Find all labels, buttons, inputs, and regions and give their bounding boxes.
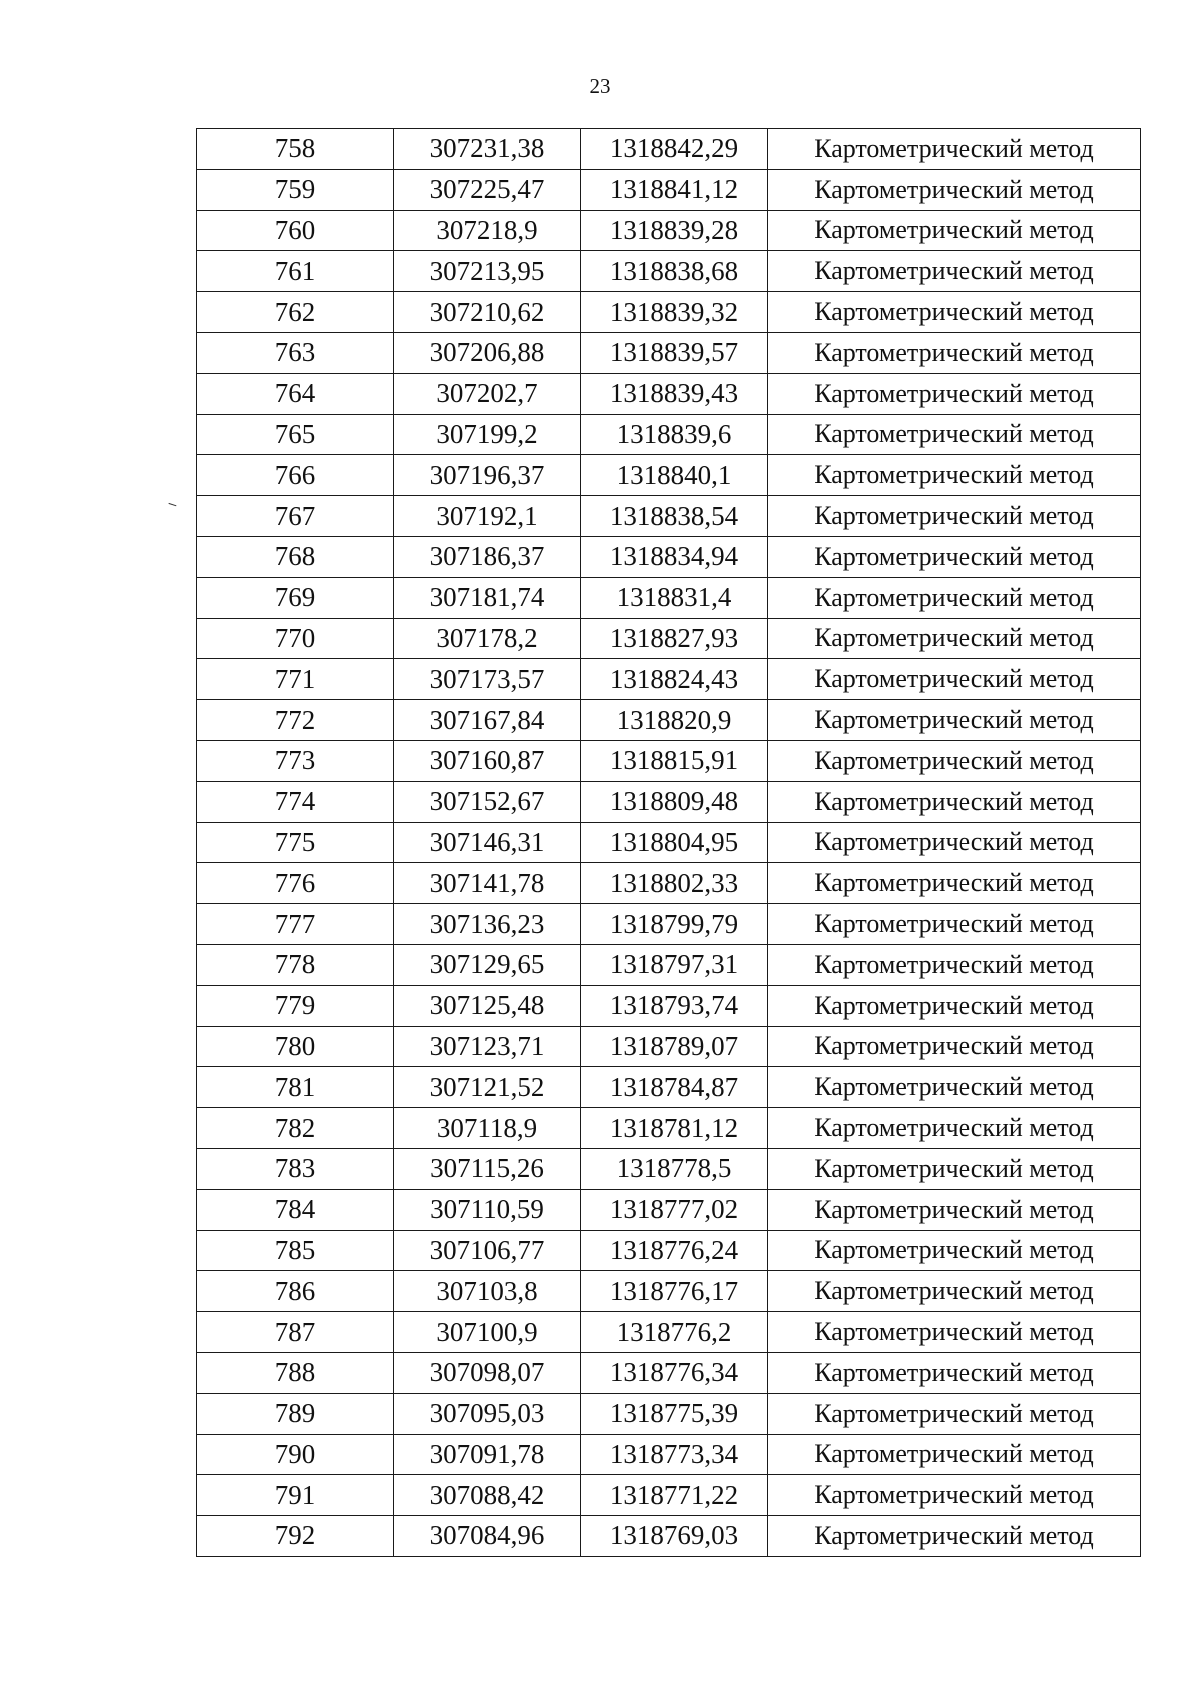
table-row <box>197 659 1141 700</box>
x-coordinate-cell: 307196,37 <box>394 455 581 496</box>
y-coordinate-cell: 1318839,6 <box>581 414 768 455</box>
method-cell: Картометрический метод <box>768 822 1141 863</box>
point-number-cell: 791 <box>197 1475 394 1516</box>
x-coordinate-cell: 307213,95 <box>394 251 581 292</box>
method-cell: Картометрический метод <box>768 700 1141 741</box>
point-number-cell: 777 <box>197 904 394 945</box>
table-row <box>197 1271 1141 1312</box>
point-number-cell: 785 <box>197 1230 394 1271</box>
method-cell: Картометрический метод <box>768 618 1141 659</box>
table-row <box>197 618 1141 659</box>
table-row <box>197 700 1141 741</box>
method-cell: Картометрический метод <box>768 1067 1141 1108</box>
method-cell: Картометрический метод <box>768 455 1141 496</box>
method-cell: Картометрический метод <box>768 659 1141 700</box>
table-row <box>197 1475 1141 1516</box>
x-coordinate-cell: 307121,52 <box>394 1067 581 1108</box>
point-number-cell: 771 <box>197 659 394 700</box>
point-number-cell: 770 <box>197 618 394 659</box>
table-row <box>197 1312 1141 1353</box>
x-coordinate-cell: 307178,2 <box>394 618 581 659</box>
y-coordinate-cell: 1318838,54 <box>581 496 768 537</box>
x-coordinate-cell: 307136,23 <box>394 904 581 945</box>
method-cell: Картометрический метод <box>768 373 1141 414</box>
point-number-cell: 773 <box>197 740 394 781</box>
x-coordinate-cell: 307218,9 <box>394 210 581 251</box>
y-coordinate-cell: 1318831,4 <box>581 577 768 618</box>
x-coordinate-cell: 307091,78 <box>394 1434 581 1475</box>
point-number-cell: 767 <box>197 496 394 537</box>
point-number-cell: 782 <box>197 1108 394 1149</box>
x-coordinate-cell: 307199,2 <box>394 414 581 455</box>
y-coordinate-cell: 1318834,94 <box>581 536 768 577</box>
y-coordinate-cell: 1318802,33 <box>581 863 768 904</box>
method-cell: Картометрический метод <box>768 414 1141 455</box>
x-coordinate-cell: 307103,8 <box>394 1271 581 1312</box>
point-number-cell: 781 <box>197 1067 394 1108</box>
table-row <box>197 373 1141 414</box>
point-number-cell: 788 <box>197 1352 394 1393</box>
table-row <box>197 1148 1141 1189</box>
method-cell: Картометрический метод <box>768 292 1141 333</box>
method-cell: Картометрический метод <box>768 1516 1141 1557</box>
table-row <box>197 210 1141 251</box>
point-number-cell: 761 <box>197 251 394 292</box>
method-cell: Картометрический метод <box>768 1271 1141 1312</box>
method-cell: Картометрический метод <box>768 210 1141 251</box>
method-cell: Картометрический метод <box>768 1230 1141 1271</box>
table-row <box>197 332 1141 373</box>
method-cell: Картометрический метод <box>768 1312 1141 1353</box>
table-row <box>197 1434 1141 1475</box>
y-coordinate-cell: 1318840,1 <box>581 455 768 496</box>
table-row <box>197 740 1141 781</box>
coordinates-table <box>196 128 1141 1557</box>
x-coordinate-cell: 307115,26 <box>394 1148 581 1189</box>
x-coordinate-cell: 307098,07 <box>394 1352 581 1393</box>
method-cell: Картометрический метод <box>768 1393 1141 1434</box>
y-coordinate-cell: 1318797,31 <box>581 944 768 985</box>
y-coordinate-cell: 1318769,03 <box>581 1516 768 1557</box>
point-number-cell: 758 <box>197 129 394 170</box>
y-coordinate-cell: 1318776,2 <box>581 1312 768 1353</box>
table-row <box>197 577 1141 618</box>
x-coordinate-cell: 307084,96 <box>394 1516 581 1557</box>
table-row <box>197 863 1141 904</box>
x-coordinate-cell: 307100,9 <box>394 1312 581 1353</box>
y-coordinate-cell: 1318842,29 <box>581 129 768 170</box>
x-coordinate-cell: 307160,87 <box>394 740 581 781</box>
table-row <box>197 944 1141 985</box>
x-coordinate-cell: 307225,47 <box>394 169 581 210</box>
y-coordinate-cell: 1318793,74 <box>581 985 768 1026</box>
point-number-cell: 769 <box>197 577 394 618</box>
y-coordinate-cell: 1318771,22 <box>581 1475 768 1516</box>
y-coordinate-cell: 1318799,79 <box>581 904 768 945</box>
coordinates-table-body <box>197 129 1141 1557</box>
y-coordinate-cell: 1318839,28 <box>581 210 768 251</box>
method-cell: Картометрический метод <box>768 985 1141 1026</box>
x-coordinate-cell: 307146,31 <box>394 822 581 863</box>
method-cell: Картометрический метод <box>768 904 1141 945</box>
point-number-cell: 775 <box>197 822 394 863</box>
y-coordinate-cell: 1318784,87 <box>581 1067 768 1108</box>
table-row <box>197 1189 1141 1230</box>
table-row <box>197 822 1141 863</box>
y-coordinate-cell: 1318827,93 <box>581 618 768 659</box>
x-coordinate-cell: 307125,48 <box>394 985 581 1026</box>
table-row <box>197 1393 1141 1434</box>
point-number-cell: 772 <box>197 700 394 741</box>
y-coordinate-cell: 1318838,68 <box>581 251 768 292</box>
x-coordinate-cell: 307141,78 <box>394 863 581 904</box>
method-cell: Картометрический метод <box>768 1148 1141 1189</box>
point-number-cell: 764 <box>197 373 394 414</box>
point-number-cell: 762 <box>197 292 394 333</box>
point-number-cell: 760 <box>197 210 394 251</box>
y-coordinate-cell: 1318776,17 <box>581 1271 768 1312</box>
point-number-cell: 776 <box>197 863 394 904</box>
y-coordinate-cell: 1318839,43 <box>581 373 768 414</box>
point-number-cell: 778 <box>197 944 394 985</box>
x-coordinate-cell: 307192,1 <box>394 496 581 537</box>
point-number-cell: 792 <box>197 1516 394 1557</box>
x-coordinate-cell: 307095,03 <box>394 1393 581 1434</box>
method-cell: Картометрический метод <box>768 740 1141 781</box>
table-row <box>197 1067 1141 1108</box>
method-cell: Картометрический метод <box>768 1108 1141 1149</box>
method-cell: Картометрический метод <box>768 577 1141 618</box>
x-coordinate-cell: 307181,74 <box>394 577 581 618</box>
point-number-cell: 774 <box>197 781 394 822</box>
method-cell: Картометрический метод <box>768 863 1141 904</box>
y-coordinate-cell: 1318777,02 <box>581 1189 768 1230</box>
x-coordinate-cell: 307202,7 <box>394 373 581 414</box>
point-number-cell: 786 <box>197 1271 394 1312</box>
table-row <box>197 251 1141 292</box>
method-cell: Картометрический метод <box>768 536 1141 577</box>
table-row <box>197 1108 1141 1149</box>
table-row <box>197 129 1141 170</box>
point-number-cell: 763 <box>197 332 394 373</box>
method-cell: Картометрический метод <box>768 1475 1141 1516</box>
method-cell: Картометрический метод <box>768 944 1141 985</box>
x-coordinate-cell: 307231,38 <box>394 129 581 170</box>
y-coordinate-cell: 1318775,39 <box>581 1393 768 1434</box>
table-row <box>197 1516 1141 1557</box>
point-number-cell: 783 <box>197 1148 394 1189</box>
table-row <box>197 414 1141 455</box>
table-row <box>197 1352 1141 1393</box>
y-coordinate-cell: 1318839,57 <box>581 332 768 373</box>
method-cell: Картометрический метод <box>768 496 1141 537</box>
point-number-cell: 765 <box>197 414 394 455</box>
table-row <box>197 781 1141 822</box>
table-row <box>197 985 1141 1026</box>
table-row <box>197 292 1141 333</box>
point-number-cell: 790 <box>197 1434 394 1475</box>
y-coordinate-cell: 1318778,5 <box>581 1148 768 1189</box>
x-coordinate-cell: 307129,65 <box>394 944 581 985</box>
y-coordinate-cell: 1318789,07 <box>581 1026 768 1067</box>
point-number-cell: 759 <box>197 169 394 210</box>
y-coordinate-cell: 1318820,9 <box>581 700 768 741</box>
method-cell: Картометрический метод <box>768 781 1141 822</box>
x-coordinate-cell: 307152,67 <box>394 781 581 822</box>
method-cell: Картометрический метод <box>768 1026 1141 1067</box>
table-row <box>197 1026 1141 1067</box>
x-coordinate-cell: 307110,59 <box>394 1189 581 1230</box>
table-row <box>197 169 1141 210</box>
x-coordinate-cell: 307206,88 <box>394 332 581 373</box>
y-coordinate-cell: 1318809,48 <box>581 781 768 822</box>
point-number-cell: 789 <box>197 1393 394 1434</box>
y-coordinate-cell: 1318839,32 <box>581 292 768 333</box>
method-cell: Картометрический метод <box>768 332 1141 373</box>
x-coordinate-cell: 307123,71 <box>394 1026 581 1067</box>
point-number-cell: 780 <box>197 1026 394 1067</box>
method-cell: Картометрический метод <box>768 251 1141 292</box>
scan-mark <box>168 503 177 509</box>
method-cell: Картометрический метод <box>768 1189 1141 1230</box>
point-number-cell: 779 <box>197 985 394 1026</box>
y-coordinate-cell: 1318773,34 <box>581 1434 768 1475</box>
x-coordinate-cell: 307167,84 <box>394 700 581 741</box>
page-number: 23 <box>589 74 611 98</box>
y-coordinate-cell: 1318824,43 <box>581 659 768 700</box>
table-row <box>197 496 1141 537</box>
x-coordinate-cell: 307173,57 <box>394 659 581 700</box>
y-coordinate-cell: 1318841,12 <box>581 169 768 210</box>
point-number-cell: 766 <box>197 455 394 496</box>
point-number-cell: 787 <box>197 1312 394 1353</box>
x-coordinate-cell: 307210,62 <box>394 292 581 333</box>
x-coordinate-cell: 307088,42 <box>394 1475 581 1516</box>
table-row <box>197 536 1141 577</box>
table-row <box>197 1230 1141 1271</box>
method-cell: Картометрический метод <box>768 1352 1141 1393</box>
x-coordinate-cell: 307186,37 <box>394 536 581 577</box>
point-number-cell: 768 <box>197 536 394 577</box>
table-row <box>197 455 1141 496</box>
method-cell: Картометрический метод <box>768 169 1141 210</box>
y-coordinate-cell: 1318776,24 <box>581 1230 768 1271</box>
y-coordinate-cell: 1318776,34 <box>581 1352 768 1393</box>
table-row <box>197 904 1141 945</box>
point-number-cell: 784 <box>197 1189 394 1230</box>
x-coordinate-cell: 307118,9 <box>394 1108 581 1149</box>
method-cell: Картометрический метод <box>768 1434 1141 1475</box>
y-coordinate-cell: 1318804,95 <box>581 822 768 863</box>
method-cell: Картометрический метод <box>768 129 1141 170</box>
y-coordinate-cell: 1318815,91 <box>581 740 768 781</box>
y-coordinate-cell: 1318781,12 <box>581 1108 768 1149</box>
x-coordinate-cell: 307106,77 <box>394 1230 581 1271</box>
